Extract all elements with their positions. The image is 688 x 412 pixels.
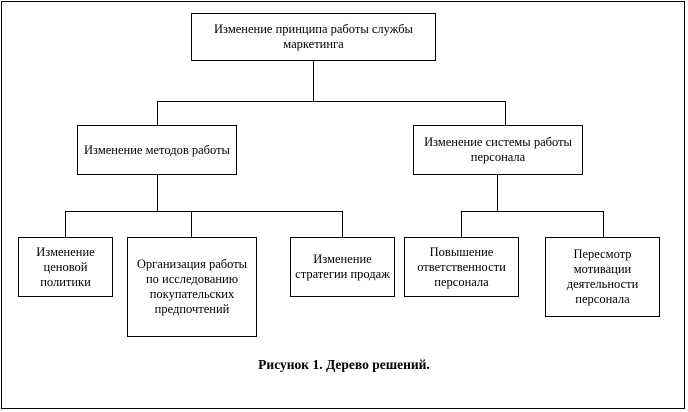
connector-right-down [497,175,498,211]
connector-level2-bus [157,101,505,102]
connector-left-down [157,175,158,211]
node-level3-3: Повышение ответственности персонала [404,237,519,297]
node-level2-0: Изменение методов работы [77,125,237,175]
node-level3-1: Организация работы по исследованию покупательских предпочтений [127,237,257,337]
connector-left-bus [65,211,342,212]
diagram-border [1,1,685,409]
node-level3-4: Пересмотр мотивации деятельности персонала [545,237,660,317]
node-level2-1: Изменение системы работы персонала [413,125,583,175]
node-root: Изменение принципа работы службы маркетинга [191,13,436,61]
connector-right-drop-2 [603,211,604,237]
connector-left-drop-2 [191,211,192,237]
connector-left-drop-3 [342,211,343,237]
node-level3-0: Изменение ценовой политики [18,237,113,297]
connector-level2-drop-2 [505,101,506,125]
connector-right-bus [461,211,603,212]
node-level3-2: Изменение стратегии продаж [290,237,395,297]
connector-level2-drop-1 [157,101,158,125]
connector-root-down [313,61,314,101]
diagram-caption: Рисунок 1. Дерево решений. [258,357,430,372]
connector-right-drop-1 [461,211,462,237]
connector-left-drop-1 [65,211,66,237]
